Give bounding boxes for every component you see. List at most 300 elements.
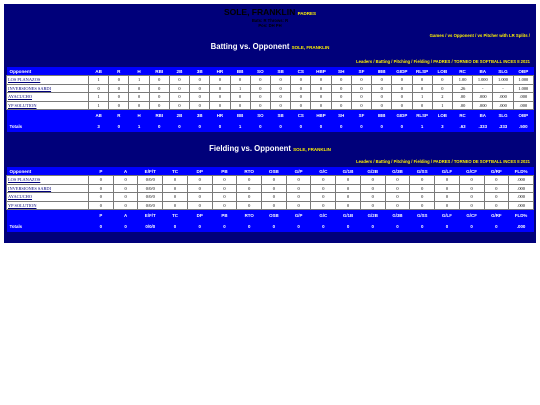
column-header: SB (270, 110, 290, 122)
totals-cell: 0 (109, 121, 129, 132)
stat-cell: 0 (270, 76, 290, 85)
stat-cell: 1 (89, 93, 109, 102)
stat-cell: 0 (459, 193, 484, 202)
totals-cell: 0 (435, 221, 460, 232)
column-header: AB (89, 67, 109, 76)
stat-cell: 0 (230, 76, 250, 85)
column-header: CS (291, 67, 311, 76)
stat-cell: .000 (509, 184, 534, 193)
stat-cell: 0 (392, 76, 412, 85)
stat-cell: 0 (484, 201, 509, 210)
stat-cell: 0 (250, 93, 270, 102)
stat-cell: 0 (113, 184, 138, 193)
stat-cell: 0 (113, 176, 138, 185)
stat-cell: .26 (452, 84, 472, 93)
column-header: SO (250, 110, 270, 122)
column-header: SB (270, 67, 290, 76)
totals-cell: 0 (459, 221, 484, 232)
stat-cell: 0 (291, 93, 311, 102)
column-header: RLSP (412, 110, 432, 122)
totals-cell: 0 (190, 121, 210, 132)
stat-cell: .000 (493, 101, 513, 110)
stat-cell: 1 (129, 76, 149, 85)
column-header: H (129, 110, 149, 122)
opponent-link[interactable]: INVERSIONES SARDI (8, 85, 52, 91)
table-row (7, 93, 534, 102)
column-header: G/SS (410, 210, 435, 222)
batting-nav: Leaders / Batting / Pitching / Fielding / PADRES / TORNEO DE SOFTBALL INCES II 2021 (356, 59, 530, 64)
fielding-table (6, 167, 534, 232)
fielding-link[interactable]: Fielding (413, 59, 430, 64)
stat-cell: 0 (149, 101, 169, 110)
column-header: RTO (237, 210, 262, 222)
stat-cell: 0 (190, 101, 210, 110)
stat-cell: 0 (262, 184, 287, 193)
batting-section-title (4, 42, 536, 51)
stat-cell: 0 (187, 184, 212, 193)
stat-cell: 0 (412, 76, 432, 85)
totals-cell: 0 (212, 221, 237, 232)
column-header: LOB (432, 110, 452, 122)
opponent-link[interactable]: YP SOLUTION (8, 202, 37, 208)
stat-cell: 1 (89, 101, 109, 110)
stat-cell: 0 (360, 176, 385, 185)
stat-cell: 0 (163, 193, 188, 202)
stat-cell: 0 (169, 93, 189, 102)
column-header: E/F/T (138, 167, 163, 176)
stat-cell: 0 (435, 176, 460, 185)
totals-cell: 0 (262, 221, 287, 232)
table-row (7, 101, 534, 110)
stat-cell: 0 (336, 201, 361, 210)
column-header: PB (212, 210, 237, 222)
stat-cell: .000 (509, 201, 534, 210)
totals-cell: .333 (493, 121, 513, 132)
column-header: Opponent (7, 167, 89, 176)
stat-cell: 0 (210, 93, 230, 102)
stat-cell: 0 (270, 84, 290, 93)
stat-cell: 1 (89, 76, 109, 85)
fielding-link[interactable]: Fielding (413, 159, 430, 164)
pitching-link[interactable]: Pitching (393, 159, 411, 164)
totals-cell: 0 (311, 221, 336, 232)
player-nav: Games / vs Opponent / vs Pitcher with LR Splits / (429, 33, 530, 38)
column-header: SH (331, 67, 351, 76)
totals-cell: 0 (286, 221, 311, 232)
column-header: E/F/T (138, 210, 163, 222)
column-header: R (109, 67, 129, 76)
totals-cell: 1 (129, 121, 149, 132)
column-header: RC (452, 67, 472, 76)
stat-cell: 0 (286, 184, 311, 193)
stat-cell: 0 (459, 201, 484, 210)
stat-cell: 0 (372, 93, 392, 102)
stat-cell: 0/0/0 (138, 184, 163, 193)
column-header: G/P (286, 210, 311, 222)
stat-cell: 1.000 (473, 76, 493, 85)
player-header (4, 7, 536, 17)
stat-cell: 0 (331, 101, 351, 110)
totals-cell: 0 (149, 121, 169, 132)
leaders-link[interactable]: Leaders (356, 159, 373, 164)
batting-player: SOLE, FRANKLIN (291, 45, 330, 50)
totals-row (7, 221, 534, 232)
stat-cell: 0 (190, 93, 210, 102)
column-header: HR (210, 110, 230, 122)
column-header: SLG (493, 110, 513, 122)
stat-cell: 0 (351, 84, 371, 93)
column-header: RBI (149, 110, 169, 122)
stat-cell: 0 (212, 184, 237, 193)
stat-cell: 0 (291, 101, 311, 110)
totals-cell: 0 (372, 121, 392, 132)
stat-cell: 0 (392, 101, 412, 110)
opponent-cell (7, 193, 89, 202)
stat-cell: 0 (163, 176, 188, 185)
opponent-link[interactable]: LOS PLANAZOS (8, 77, 41, 83)
stat-cell: 0 (210, 84, 230, 93)
stat-cell: 0 (163, 184, 188, 193)
totals-cell: .63 (452, 121, 472, 132)
stat-cell: 0 (250, 84, 270, 93)
stat-cell: 0 (412, 84, 432, 93)
stat-cell: .000 (493, 93, 513, 102)
stat-cell: 0 (311, 193, 336, 202)
stat-cell: 0/0/0 (138, 176, 163, 185)
stat-cell: 0 (435, 193, 460, 202)
repeat-header-row (7, 110, 534, 122)
opponent-cell (7, 101, 89, 110)
opponent-link[interactable]: INVERSIONES SARDI (8, 185, 52, 191)
stat-cell: 0 (89, 84, 109, 93)
team-link[interactable]: PADRES (433, 59, 451, 64)
stat-cell: 0 (392, 84, 412, 93)
stat-cell: 0 (237, 201, 262, 210)
column-header: IBB (372, 67, 392, 76)
column-header: R (109, 110, 129, 122)
stat-cell: 0 (129, 93, 149, 102)
column-header: GIDP (392, 67, 412, 76)
totals-cell: 0 (187, 221, 212, 232)
stat-cell: 0 (212, 201, 237, 210)
column-header: G/LF (435, 210, 460, 222)
column-header: FLD% (509, 167, 534, 176)
column-header: SLG (493, 67, 513, 76)
column-header: 3B (190, 110, 210, 122)
stat-cell: 0 (286, 201, 311, 210)
league-link[interactable]: TORNEO DE SOFTBALL INCES II 2021 (453, 159, 530, 164)
totals-cell: 0 (163, 221, 188, 232)
stat-cell: 0 (385, 193, 410, 202)
stat-cell: 0 (360, 201, 385, 210)
opponent-link[interactable]: LOS PLANAZOS (8, 177, 41, 183)
column-header: IBB (372, 110, 392, 122)
vs-opponent-link[interactable]: vs Opponent (447, 33, 474, 38)
stat-cell: 0 (109, 84, 129, 93)
stat-cell: 0 (410, 176, 435, 185)
stat-cell: 0 (459, 176, 484, 185)
stat-cell: 1.000 (493, 76, 513, 85)
stat-cell: 0 (187, 193, 212, 202)
totals-cell: 0 (351, 121, 371, 132)
stat-cell: 0 (109, 101, 129, 110)
stat-cell: 0 (149, 76, 169, 85)
stat-cell: .000 (473, 93, 493, 102)
stat-cell: 0 (372, 101, 392, 110)
stat-cell: 0 (372, 76, 392, 85)
column-header: BA (473, 67, 493, 76)
leaders-link[interactable]: Leaders (356, 59, 373, 64)
stat-cell: 0 (109, 93, 129, 102)
column-header: RC (452, 110, 472, 122)
stat-cell: 0 (237, 176, 262, 185)
column-header: TC (163, 210, 188, 222)
stat-cell: 0 (149, 93, 169, 102)
column-header: BB (230, 67, 250, 76)
stats-panel (4, 4, 536, 243)
stat-cell: 0 (331, 93, 351, 102)
stat-cell: 0 (230, 93, 250, 102)
header-row (7, 167, 534, 176)
stat-cell: 0 (190, 84, 210, 93)
stat-cell: 0 (262, 201, 287, 210)
fielding-nav: Leaders / Batting / Pitching / Fielding / PADRES / TORNEO DE SOFTBALL INCES II 2021 (356, 159, 530, 164)
stat-cell: 1 (412, 93, 432, 102)
totals-cell: 0 (410, 221, 435, 232)
stat-cell: 0 (113, 201, 138, 210)
totals-cell: .500 (513, 121, 533, 132)
stat-cell: 0 (410, 184, 435, 193)
player-name: SOLE, FRANKLIN (223, 7, 296, 17)
stat-cell: 0 (336, 184, 361, 193)
stat-cell: 0/0/0 (138, 201, 163, 210)
totals-cell: 0 (360, 221, 385, 232)
column-header: OSB (262, 167, 287, 176)
stat-cell: 0 (187, 176, 212, 185)
games-link[interactable]: Games (429, 33, 445, 38)
stat-cell: 2 (432, 93, 452, 102)
column-header: BB (230, 110, 250, 122)
league-link[interactable]: TORNEO DE SOFTBALL INCES II 2021 (453, 59, 530, 64)
player-team: PADRES (297, 11, 317, 16)
totals-cell: 0 (392, 121, 412, 132)
stat-cell: 0 (169, 76, 189, 85)
stat-cell: 0 (163, 201, 188, 210)
stat-cell: 0 (360, 193, 385, 202)
stat-cell: 0 (435, 184, 460, 193)
totals-cell: 0 (336, 221, 361, 232)
stat-cell: 0 (432, 84, 452, 93)
column-header: 2B (169, 110, 189, 122)
totals-label: Totals (7, 121, 89, 132)
stat-cell: 1 (230, 84, 250, 93)
totals-row (7, 121, 534, 132)
stat-cell: 0 (210, 76, 230, 85)
stat-cell: 0 (262, 193, 287, 202)
totals-cell: 3 (432, 121, 452, 132)
column-header: BA (473, 110, 493, 122)
stat-cell: .000 (513, 101, 533, 110)
column-header: H (129, 67, 149, 76)
column-header: 2B (169, 67, 189, 76)
vs-pitcher-splits-link[interactable]: vs Pitcher with LR Splits (477, 33, 528, 38)
table-row (7, 84, 534, 93)
stat-cell: .00 (452, 93, 472, 102)
column-header: SF (351, 110, 371, 122)
stat-cell: 0 (372, 84, 392, 93)
stat-cell: 0 (385, 176, 410, 185)
stat-cell: 0 (291, 76, 311, 85)
batting-link[interactable]: Batting (375, 59, 391, 64)
column-header: A (113, 167, 138, 176)
stat-cell: 0 (250, 76, 270, 85)
table-row (7, 176, 534, 185)
column-header: GIDP (392, 110, 412, 122)
stat-cell: 0 (129, 101, 149, 110)
stat-cell: - (473, 84, 493, 93)
totals-cell: 0 (331, 121, 351, 132)
totals-cell: .333 (473, 121, 493, 132)
stat-cell: 0 (149, 84, 169, 93)
fielding-player: SOLE, FRANKLIN (293, 147, 331, 152)
stat-cell: 0 (210, 101, 230, 110)
player-position: Pos: DH PH (258, 23, 282, 28)
batting-link[interactable]: Batting (375, 159, 391, 164)
stat-cell: 0 (385, 184, 410, 193)
column-header: SF (351, 67, 371, 76)
column-header: G/P (286, 167, 311, 176)
totals-cell: 0 (385, 221, 410, 232)
column-header: G/RF (484, 210, 509, 222)
column-header: HBP (311, 67, 331, 76)
column-header: RTO (237, 167, 262, 176)
column-header: LOB (432, 67, 452, 76)
column-header: G/2B (360, 210, 385, 222)
column-header: G/LF (435, 167, 460, 176)
fielding-title: Fielding vs. Opponent (209, 144, 291, 153)
stat-cell: 0 (187, 201, 212, 210)
pitching-link[interactable]: Pitching (393, 59, 411, 64)
column-header: OBP (513, 67, 533, 76)
opponent-cell (7, 201, 89, 210)
stat-cell: 1.00 (452, 76, 472, 85)
column-header: HR (210, 67, 230, 76)
stat-cell: 1 (432, 101, 452, 110)
opponent-link[interactable]: AYACUCHO (8, 94, 32, 100)
stat-cell: 0 (311, 76, 331, 85)
stat-cell: - (493, 84, 513, 93)
table-row (7, 184, 534, 193)
stat-cell: 0 (286, 176, 311, 185)
stat-cell: 0 (311, 176, 336, 185)
stat-cell: 0 (169, 101, 189, 110)
column-header: OBP (513, 110, 533, 122)
column-header: G/2B (360, 167, 385, 176)
column-header: G/C (311, 167, 336, 176)
stat-cell: 0 (385, 201, 410, 210)
table-row (7, 193, 534, 202)
column-header: DP (187, 167, 212, 176)
stat-cell: 0 (435, 201, 460, 210)
stat-cell: 1.000 (513, 76, 533, 85)
stat-cell: 0 (89, 201, 114, 210)
column-header: G/3B (385, 167, 410, 176)
stat-cell: 0 (250, 101, 270, 110)
stat-cell: 0 (286, 193, 311, 202)
column-header (7, 110, 89, 122)
column-header: A (113, 210, 138, 222)
stat-cell: 0 (89, 176, 114, 185)
column-header: DP (187, 210, 212, 222)
stat-cell: 0 (484, 184, 509, 193)
column-header: OSB (262, 210, 287, 222)
batting-title: Batting vs. Opponent (210, 42, 290, 51)
stat-cell: 0 (351, 101, 371, 110)
totals-cell: 1 (412, 121, 432, 132)
stat-cell: 0 (412, 101, 432, 110)
totals-cell: 0 (291, 121, 311, 132)
totals-cell: 0 (311, 121, 331, 132)
column-header: P (89, 210, 114, 222)
column-header: AB (89, 110, 109, 122)
table-row (7, 76, 534, 85)
column-header: 3B (190, 67, 210, 76)
column-header: SO (250, 67, 270, 76)
totals-cell: 3 (89, 121, 109, 132)
opponent-link[interactable]: AYACUCHO (8, 194, 32, 200)
stat-cell: 0 (311, 201, 336, 210)
stat-cell: 0 (89, 184, 114, 193)
stat-cell: .00 (452, 101, 472, 110)
column-header: RLSP (412, 67, 432, 76)
opponent-cell (7, 176, 89, 185)
column-header: PB (212, 167, 237, 176)
stat-cell: 0 (336, 193, 361, 202)
stat-cell: 0 (270, 101, 290, 110)
totals-cell: 0 (484, 221, 509, 232)
column-header: HBP (311, 110, 331, 122)
opponent-cell (7, 76, 89, 85)
opponent-cell (7, 184, 89, 193)
totals-cell: 0 (89, 221, 114, 232)
table-row (7, 201, 534, 210)
stat-cell: 0 (237, 184, 262, 193)
opponent-cell (7, 93, 89, 102)
column-header: RBI (149, 67, 169, 76)
stat-cell: 0 (190, 76, 210, 85)
opponent-cell (7, 84, 89, 93)
player-bats-throws: Bats: R Throws: R (251, 18, 289, 23)
opponent-link[interactable]: YP SOLUTION (8, 102, 37, 108)
column-header (7, 210, 89, 222)
stat-cell: 0 (270, 93, 290, 102)
column-header: SH (331, 110, 351, 122)
team-link[interactable]: PADRES (433, 159, 451, 164)
stat-cell: 0 (113, 193, 138, 202)
totals-cell: 0/0/0 (138, 221, 163, 232)
totals-cell: .000 (509, 221, 534, 232)
header-row (7, 67, 534, 76)
stat-cell: 0 (432, 76, 452, 85)
totals-cell: 0 (113, 221, 138, 232)
stat-cell: 0 (311, 184, 336, 193)
column-header: FLD% (509, 210, 534, 222)
stat-cell: 0 (459, 184, 484, 193)
totals-cell: 0 (169, 121, 189, 132)
totals-cell: 0 (270, 121, 290, 132)
stat-cell: 0 (169, 84, 189, 93)
stat-cell: 0 (336, 176, 361, 185)
